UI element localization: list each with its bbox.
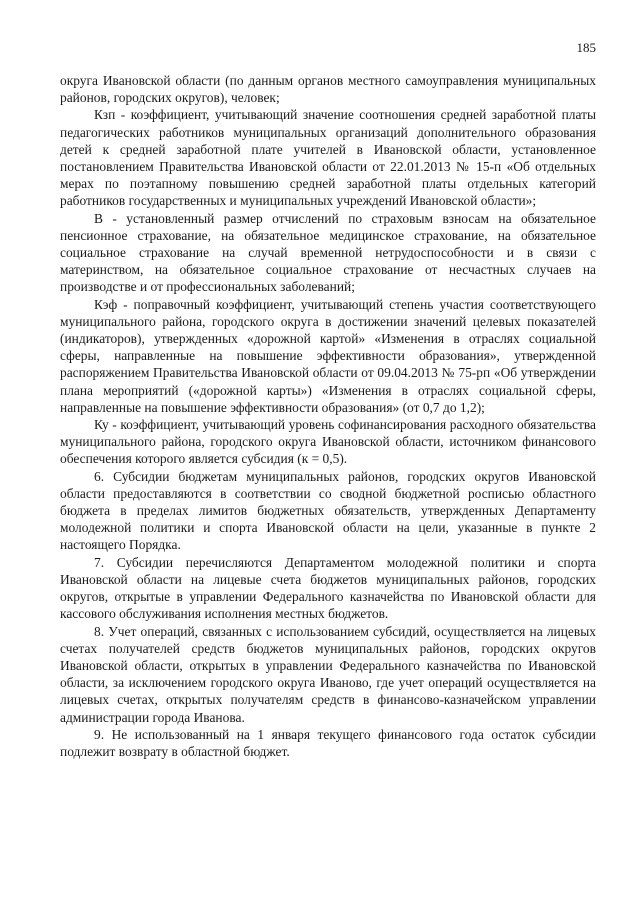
paragraph-item-8: 8. Учет операций, связанных с использованием субсидий, осуществляется на лицевых счетах получателей средств бюджетов муниципальных районов, городских округов Ивановской области, открытых в управлении Федерального казначейства по Ивановской области, за исключением городского округа Иваново, где учет операций осуществляется на лицевых счетах, открытых получателям средств в финансово-казначейском управлении администрации города Иванова. — [60, 623, 596, 725]
paragraph-item-9: 9. Не использованный на 1 января текущего финансового года остаток субсидии подлежит возврату в областной бюджет. — [60, 726, 596, 759]
paragraph-item-6: 6. Субсидии бюджетам муниципальных районов, городских округов Ивановской области предоставляются в соответствии со сводной бюджетной росписью областного бюджета в пределах лимитов бюджетных обязательств, утвержденных Департаменту молодежной политики и спорта Ивановской области на цели, указанные в пункте 2 настоящего Порядка. — [60, 468, 596, 553]
page-number: 185 — [576, 40, 596, 55]
paragraph-continuation: округа Ивановской области (по данным органов местного самоуправления муниципальных районов, городских округов), человек; — [60, 73, 596, 106]
paragraph-kzp-definition: Кзп - коэффициент, учитывающий значение соотношения средней заработной платы педагогических работников муниципальных организаций дополнительного образования детей к средней заработной плате учителей в Ивановской области, установленное постановлением Правительства Ивановской области от 22.01.2013 № 15-п «Об отдельных мерах по поэтапному повышению средней заработной платы отдельных категорий работников государственных и муниципальных учреждений Ивановской области»; — [60, 107, 596, 209]
paragraph-kef-definition: Кэф - поправочный коэффициент, учитывающий степень участия соответствующего муниципального района, городского округа в достижении значений целевых показателей (индикаторов), утвержденных «дорожной картой» «Изменения в отраслях социальной сферы, направленные на повышение эффективности образования», утвержденной распоряжением Правительства Ивановской области от 09.04.2013 № 75-рп «Об утверждении плана мероприятий («дорожной карты») «Изменения в отраслях социальной сферы, направленные на повышение эффективности образования» (от 0,7 до 1,2); — [60, 296, 596, 415]
document-body — [60, 72, 596, 760]
paragraph-ku-definition: Ку - коэффициент, учитывающий уровень софинансирования расходного обязательства муниципального района, городского округа Ивановской области, источником финансового обеспечения которого является субсидия (к = 0,5). — [60, 417, 596, 467]
paragraph-item-7: 7. Субсидии перечисляются Департаментом молодежной политики и спорта Ивановской области на лицевые счета бюджетов муниципальных районов, городских округов, открытые в управлении Федерального казначейства по Ивановской области для кассового обслуживания исполнения местных бюджетов. — [60, 554, 596, 622]
paragraph-v-definition: В - установленный размер отчислений по страховым взносам на обязательное пенсионное страхование, на обязательное медицинское страхование, на обязательное социальное страхование на случай временной нетрудоспособности и в связи с материнством, на обязательное социальное страхование от несчастных случаев на производстве и от профессиональных заболеваний; — [60, 210, 596, 295]
